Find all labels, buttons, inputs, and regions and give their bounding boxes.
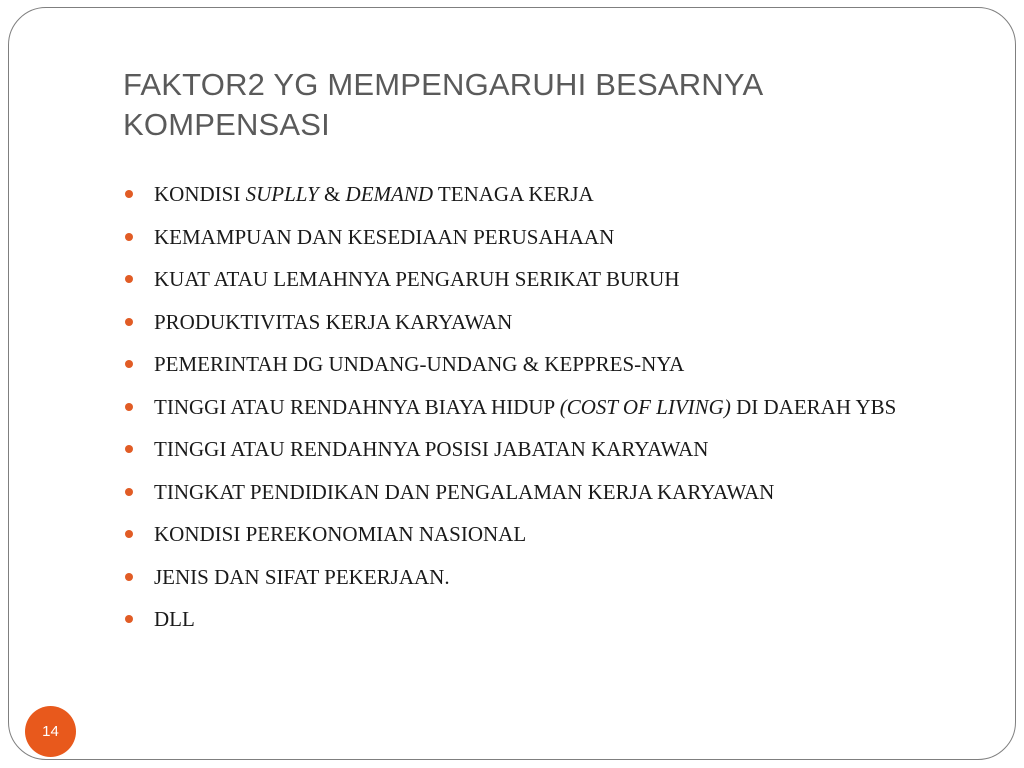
bullet-text: KEMAMPUAN DAN KESEDIAAN PERUSAHAAN: [154, 224, 615, 249]
bullet-dot-icon: [125, 445, 133, 453]
bullet-dot-icon: [125, 403, 133, 411]
bullet-text: JENIS DAN SIFAT PEKERJAAN.: [154, 564, 450, 589]
list-item: [125, 219, 975, 255]
bullet-text: TINGGI ATAU RENDAHNYA POSISI JABATAN KARYAWAN: [154, 437, 709, 461]
bullet-text: KONDISI PEREKONOMIAN NASIONAL: [154, 522, 527, 546]
list-item: [125, 601, 975, 637]
bullet-text-suffix: TENAGA KERJA: [433, 182, 594, 206]
bullet-dot-icon: [125, 275, 133, 283]
bullet-text: PRODUKTIVITAS KERJA KARYAWAN: [154, 309, 513, 334]
bullet-text: PEMERINTAH DG UNDANG-UNDANG & KEPPRES-NYA: [154, 352, 685, 376]
list-item: [125, 474, 975, 510]
bullet-dot-icon: [125, 530, 133, 538]
bullet-text-prefix: KONDISI: [154, 182, 246, 206]
bullet-text-prefix: TINGGI ATAU RENDAHNYA BIAYA HIDUP: [154, 394, 560, 419]
bullet-text-italic: SUPLLY: [245, 182, 319, 206]
list-item: [125, 516, 975, 552]
list-item: [125, 389, 975, 425]
bullet-text-suffix: DI DAERAH YBS: [730, 394, 897, 419]
bullet-dot-icon: [125, 233, 133, 241]
title-line-1: FAKTOR2 YG MEMPENGARUHI BESARNYA: [123, 67, 764, 102]
bullet-dot-icon: [125, 573, 133, 581]
list-item: [125, 176, 975, 212]
slide-number-badge: 14: [25, 706, 76, 757]
bullet-dot-icon: [125, 360, 133, 368]
title-line-2: KOMPENSASI: [123, 107, 330, 142]
bullet-dot-icon: [125, 488, 133, 496]
slide-title: [123, 65, 983, 145]
bullet-text: KUAT ATAU LEMAHNYA PENGARUH SERIKAT BURUH: [154, 267, 680, 291]
bullet-text-italic: (COST OF LIVING): [559, 394, 731, 419]
list-item: [125, 304, 975, 340]
bullet-list: [125, 176, 975, 644]
list-item: [125, 431, 975, 467]
bullet-text: DLL: [154, 607, 195, 631]
bullet-dot-icon: [125, 190, 133, 198]
bullet-dot-icon: [125, 318, 133, 326]
slide-frame: [8, 7, 1016, 760]
bullet-text: TINGKAT PENDIDIKAN DAN PENGALAMAN KERJA KARYAWAN: [154, 479, 775, 504]
list-item: [125, 559, 975, 595]
bullet-text-mid: &: [318, 182, 346, 206]
list-item: [125, 261, 975, 297]
list-item: [125, 346, 975, 382]
bullet-dot-icon: [125, 615, 133, 623]
bullet-text-italic: DEMAND: [345, 182, 434, 206]
